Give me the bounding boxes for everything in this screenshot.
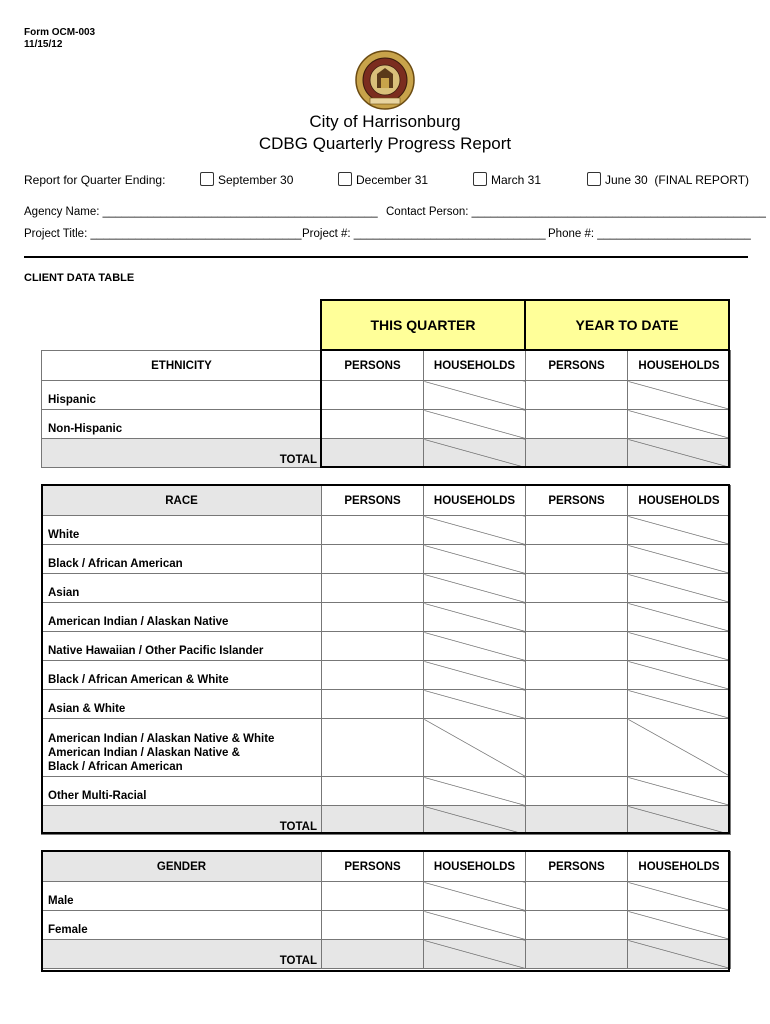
divider (24, 256, 748, 258)
ytd-households-cell (628, 777, 731, 806)
tq-persons-header: PERSONS (322, 486, 424, 516)
ytd-persons-cell[interactable] (526, 381, 628, 410)
ytd-households-cell (628, 574, 731, 603)
table-row (42, 410, 731, 439)
tq-persons-header: PERSONS (322, 852, 424, 882)
tq-persons-cell[interactable] (322, 882, 424, 911)
ytd-households-cell (628, 690, 731, 719)
form-date: 11/15/12 (24, 39, 63, 50)
tq-households-header: HOUSEHOLDS (424, 852, 526, 882)
tq-persons-cell[interactable] (322, 603, 424, 632)
tq-households-cell (424, 911, 526, 940)
tq-persons-cell[interactable] (322, 661, 424, 690)
ytd-households-cell (628, 516, 731, 545)
tq-persons-total[interactable] (322, 439, 424, 468)
gender-table (41, 851, 731, 969)
gender-heading: GENDER (42, 852, 322, 882)
ytd-households-cell (628, 882, 731, 911)
tq-households-total (424, 806, 526, 835)
tq-persons-cell[interactable] (322, 381, 424, 410)
tq-households-cell (424, 661, 526, 690)
ytd-persons-cell[interactable] (526, 690, 628, 719)
ytd-households-cell (628, 381, 731, 410)
row-label: American Indian / Alaskan Native (42, 603, 322, 632)
ethnicity-table (41, 350, 731, 468)
ytd-households-header: HOUSEHOLDS (628, 486, 731, 516)
ethnicity-heading: ETHNICITY (42, 351, 322, 381)
table-row (42, 545, 731, 574)
ytd-persons-header: PERSONS (526, 486, 628, 516)
ytd-households-cell (628, 632, 731, 661)
tq-persons-cell[interactable] (322, 410, 424, 439)
table-row (42, 381, 731, 410)
tq-households-cell (424, 882, 526, 911)
quarter-label: Report for Quarter Ending: (24, 173, 166, 187)
ytd-households-header: HOUSEHOLDS (628, 351, 731, 381)
agency-name-field[interactable]: Agency Name: ___________________________________________ (24, 206, 378, 218)
tq-persons-cell[interactable] (322, 690, 424, 719)
row-label: Black / African American & White (42, 661, 322, 690)
table-row (42, 574, 731, 603)
table-row (42, 690, 731, 719)
table-row (42, 661, 731, 690)
option-june-label: June 30 (FINAL REPORT) (605, 173, 750, 187)
row-label-combined (42, 719, 322, 777)
tq-households-cell (424, 719, 526, 777)
ytd-persons-cell[interactable] (526, 661, 628, 690)
row-label: Native Hawaiian / Other Pacific Islander (42, 632, 322, 661)
table-row (42, 777, 731, 806)
gender-header-row (42, 852, 731, 882)
option-june-30[interactable] (587, 172, 749, 187)
tq-households-total (424, 439, 526, 468)
row-label: Asian (42, 574, 322, 603)
ytd-households-cell (628, 911, 731, 940)
tq-persons-cell[interactable] (322, 632, 424, 661)
row-label: White (42, 516, 322, 545)
tq-households-cell (424, 777, 526, 806)
tq-persons-header: PERSONS (322, 351, 424, 381)
tq-households-cell (424, 516, 526, 545)
ytd-persons-cell[interactable] (526, 410, 628, 439)
ytd-households-total (628, 940, 731, 969)
ethnicity-header-row (42, 351, 731, 381)
tq-persons-total[interactable] (322, 806, 424, 835)
ytd-persons-cell[interactable] (526, 516, 628, 545)
ytd-households-header: HOUSEHOLDS (628, 852, 731, 882)
form-id (24, 27, 95, 51)
option-december-31[interactable] (338, 172, 428, 187)
ytd-persons-header: PERSONS (526, 351, 628, 381)
total-label: TOTAL (42, 806, 322, 835)
option-september-label: September 30 (218, 173, 294, 187)
race-table (41, 485, 731, 835)
phone-field[interactable]: Phone #: ________________________ (548, 228, 751, 240)
ytd-households-cell (628, 719, 731, 777)
table-row (42, 632, 731, 661)
tq-households-cell (424, 603, 526, 632)
ytd-persons-cell[interactable] (526, 545, 628, 574)
option-march-31[interactable] (473, 172, 541, 187)
tq-households-cell (424, 574, 526, 603)
tq-households-cell (424, 545, 526, 574)
table-row (42, 719, 731, 777)
ytd-persons-cell[interactable] (526, 603, 628, 632)
ytd-persons-cell[interactable] (526, 574, 628, 603)
ytd-households-cell (628, 545, 731, 574)
ytd-persons-cell[interactable] (526, 719, 628, 777)
row-label: American Indian / Alaskan Native & White (48, 733, 275, 745)
ytd-households-total (628, 806, 731, 835)
row-label: Black / African American (42, 545, 322, 574)
ytd-persons-cell[interactable] (526, 632, 628, 661)
ytd-persons-cell[interactable] (526, 911, 628, 940)
tq-persons-cell[interactable] (322, 719, 424, 777)
this-quarter-header: THIS QUARTER (320, 299, 526, 351)
total-label: TOTAL (42, 439, 322, 468)
tq-households-cell (424, 381, 526, 410)
option-december-label: December 31 (356, 173, 429, 187)
race-header-row (42, 486, 731, 516)
total-row (42, 940, 731, 969)
row-label: Other Multi-Racial (42, 777, 322, 806)
ytd-persons-total[interactable] (526, 940, 628, 969)
tq-persons-cell[interactable] (322, 777, 424, 806)
table-row (42, 911, 731, 940)
ytd-persons-total[interactable] (526, 439, 628, 468)
city-title: City of Harrisonburg (309, 112, 461, 131)
project-number-field[interactable]: Project #: ______________________________ (302, 228, 546, 240)
ytd-persons-header: PERSONS (526, 852, 628, 882)
tq-households-cell (424, 690, 526, 719)
total-row (42, 806, 731, 835)
row-label: Asian & White (42, 690, 322, 719)
ytd-households-cell (628, 410, 731, 439)
tq-persons-cell[interactable] (322, 574, 424, 603)
row-label: Non-Hispanic (42, 410, 322, 439)
table-row (42, 516, 731, 545)
tq-persons-cell[interactable] (322, 545, 424, 574)
row-label: American Indian / Alaskan Native & Black / African American (48, 747, 240, 773)
project-title-field[interactable]: Project Title: _________________________________ (24, 228, 302, 240)
ytd-persons-total[interactable] (526, 806, 628, 835)
city-seal-logo (350, 50, 420, 110)
row-label: Female (42, 911, 322, 940)
ytd-households-cell (628, 661, 731, 690)
row-label: Male (42, 882, 322, 911)
tq-households-total (424, 940, 526, 969)
report-title: CDBG Quarterly Progress Report (258, 134, 512, 153)
table-row (42, 603, 731, 632)
checkbox-september-30[interactable] (200, 172, 214, 186)
total-row (42, 439, 731, 468)
tq-persons-cell[interactable] (322, 911, 424, 940)
contact-person-field[interactable]: Contact Person: ______________________________________________ (386, 206, 766, 218)
tq-households-cell (424, 410, 526, 439)
total-label: TOTAL (42, 940, 322, 969)
tq-households-cell (424, 632, 526, 661)
year-to-date-header: YEAR TO DATE (524, 299, 730, 351)
ytd-households-total (628, 439, 731, 468)
option-march-label: March 31 (491, 173, 542, 187)
ytd-persons-cell[interactable] (526, 777, 628, 806)
race-heading: RACE (42, 486, 322, 516)
tq-persons-total[interactable] (322, 940, 424, 969)
table-row (42, 882, 731, 911)
ytd-persons-cell[interactable] (526, 882, 628, 911)
tq-persons-cell[interactable] (322, 516, 424, 545)
checkbox-march-31[interactable] (473, 172, 487, 186)
option-september-30[interactable] (200, 172, 293, 187)
client-data-table-title: CLIENT DATA TABLE (24, 272, 135, 284)
checkbox-december-31[interactable] (338, 172, 352, 186)
tq-households-header: HOUSEHOLDS (424, 351, 526, 381)
ytd-households-cell (628, 603, 731, 632)
tq-households-header: HOUSEHOLDS (424, 486, 526, 516)
row-label: Hispanic (42, 381, 322, 410)
checkbox-june-30[interactable] (587, 172, 601, 186)
form-number: Form OCM-003 (24, 27, 96, 38)
